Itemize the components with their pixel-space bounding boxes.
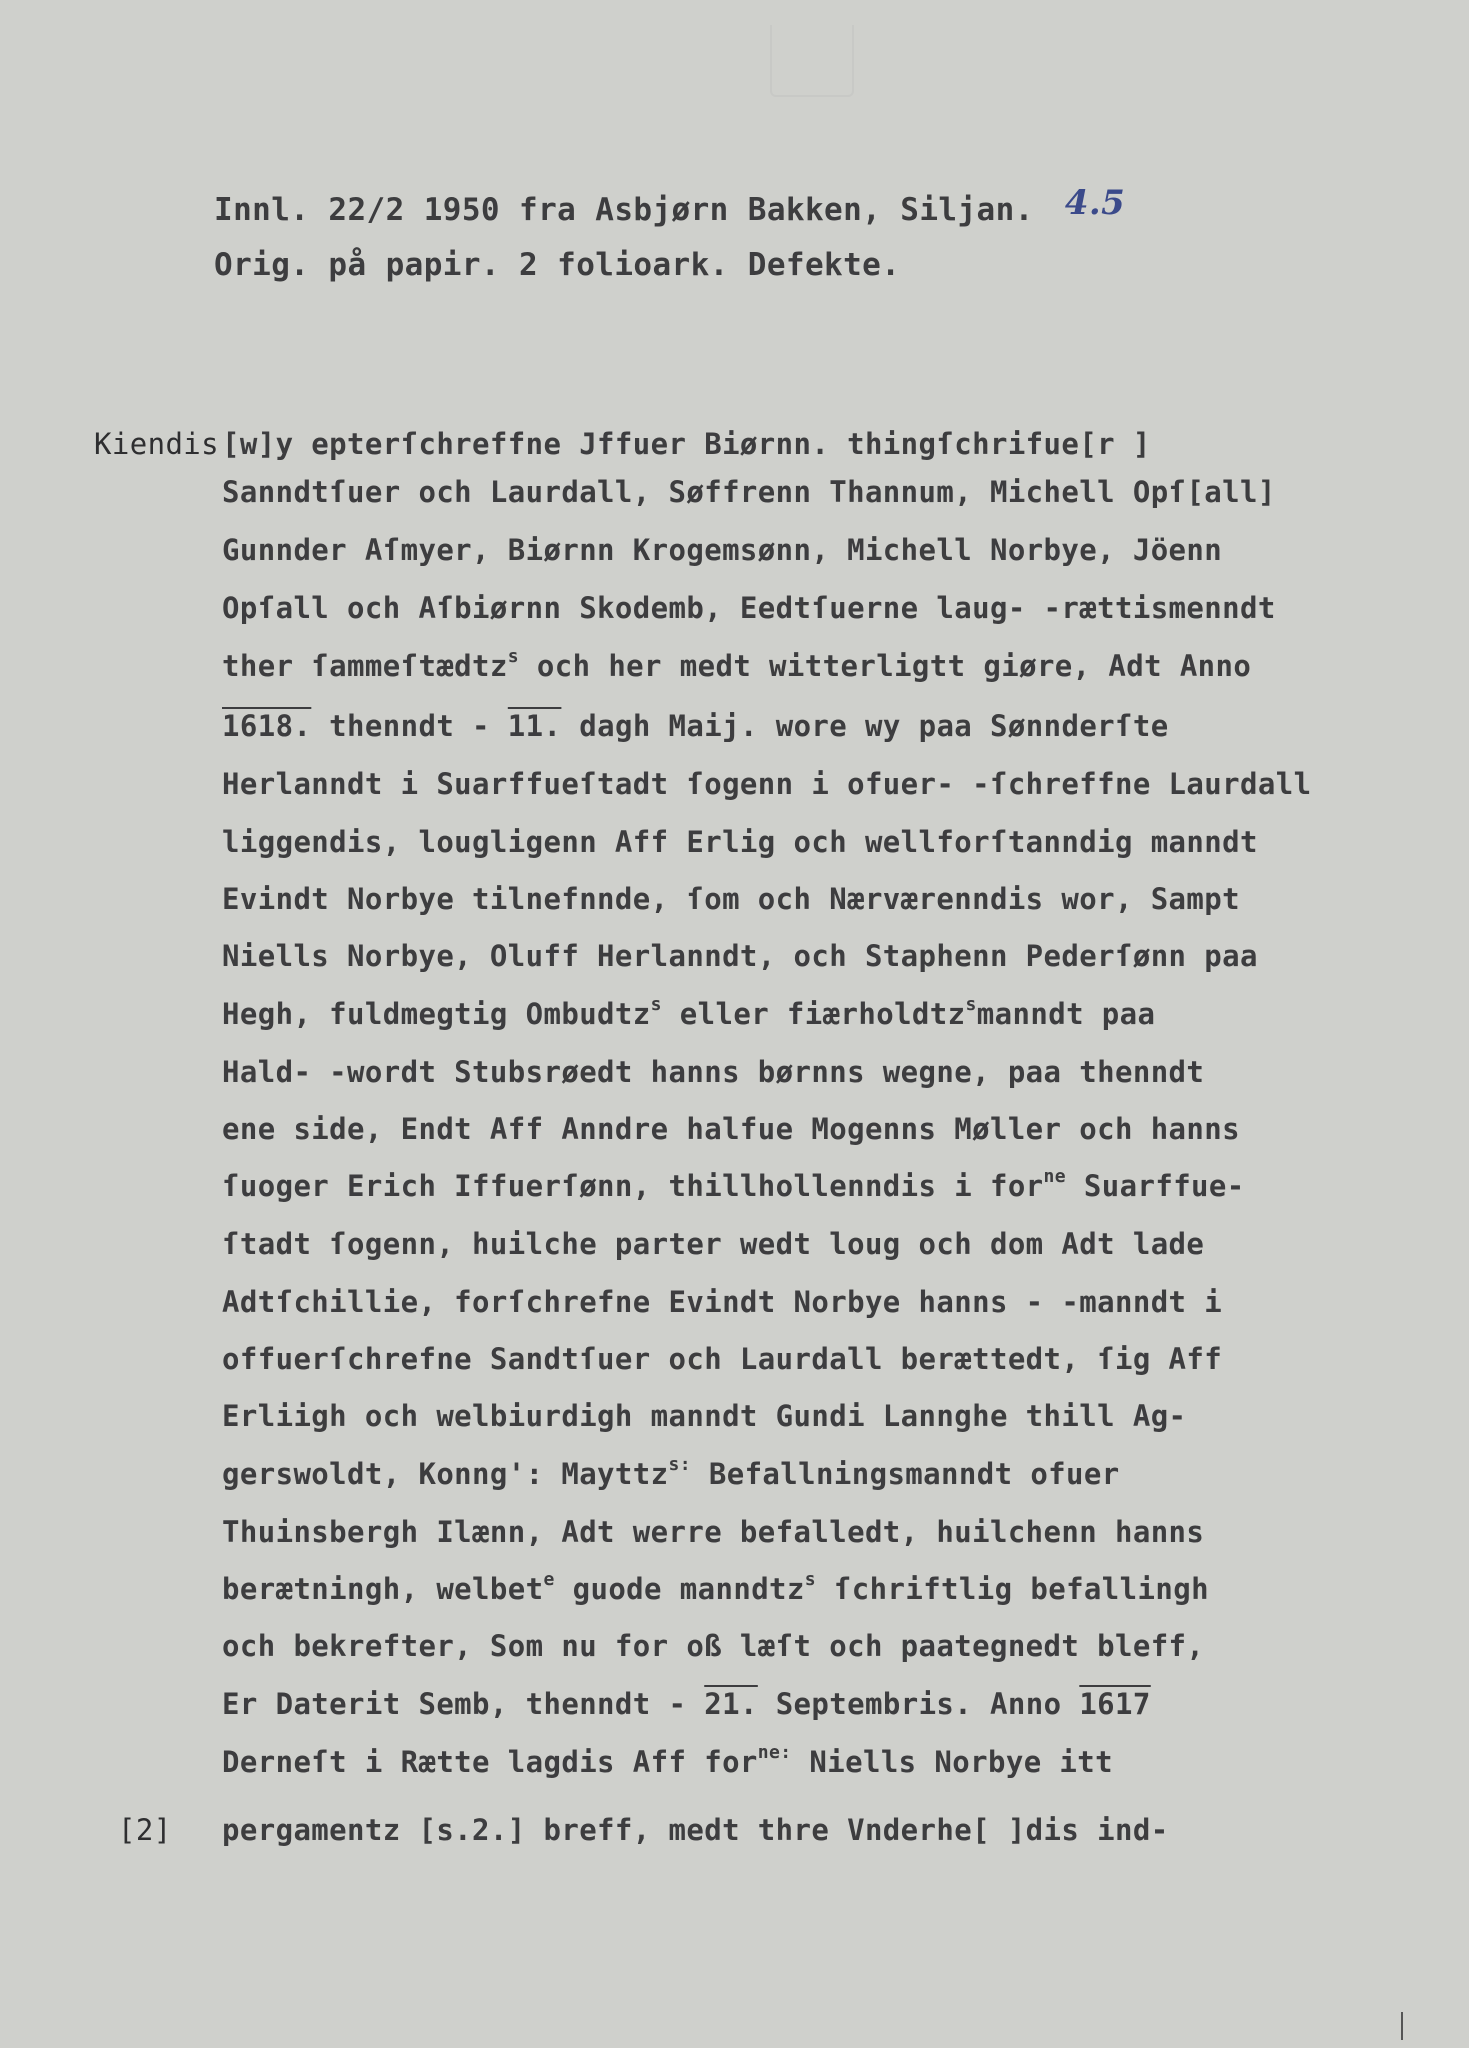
text-line-10: Niells Norbye, Oluff Herlanndt, och Staphenn Pederſønn paa — [222, 939, 1258, 973]
text-line-15: ſtadt ſogenn, huilche parter wedt loug och dom Adt lade — [222, 1227, 1205, 1261]
year-1618: 1618. — [222, 709, 312, 743]
edge-mark — [1401, 2012, 1403, 2040]
text-line-22: och bekrefter, Som nu for oß læſt och paategnedt bleff, — [222, 1629, 1205, 1663]
text-line-24: Derneſt i Rætte lagdis Aff for$^{ne:}$ Niells Norbye itt — [222, 1742, 1113, 1779]
text-line-8: liggendis, lougligenn Aff Erlig och wellforſtanndig manndt — [222, 825, 1258, 859]
text-line-12: Hald- -wordt Stubsrøedt hanns børnns wegne, paa thenndt — [222, 1055, 1205, 1089]
header-line-2: Orig. på papir. 2 folioark. Defekte. — [214, 247, 901, 283]
margin-page-ref: [2] — [118, 1813, 172, 1847]
text-line-13: ene side, Endt Aff Anndre halfue Mogenns Møller och hanns — [222, 1112, 1240, 1146]
text-line-19: gerswoldt, Konng': Mayttz$^{s:}$ Befallningsmanndt ofuer — [222, 1454, 1120, 1491]
text-line-23: Er Daterit Semb, thenndt - 21. Septembris. Anno 1617 — [222, 1687, 1151, 1721]
text-line-17: offuerſchrefne Sandtſuer och Laurdall berættedt, ſig Aff — [222, 1342, 1223, 1376]
text-line-16: Adtſchillie, forſchrefne Evindt Norbye hanns - -manndt i — [222, 1285, 1223, 1319]
text-line-2: Sanndtſuer och Laurdall, Søffrenn Thannum, Michell Opſ[all] — [222, 475, 1276, 509]
text-line-5: ther ſammeſtædtz$^s$ och her medt witterligtt giøre, Adt Anno — [222, 646, 1252, 683]
text-line-20: Thuinsbergh Ilænn, Adt werre befalledt, huilchenn hanns — [222, 1515, 1205, 1549]
margin-kiendis: Kiendis — [94, 427, 220, 461]
text-line-9: Evindt Norbye tilnefnnde, ſom och Nærværenndis wor, Sampt — [222, 882, 1240, 916]
text-line-3: Gunnder Aſmyer, Biørnn Krogemsønn, Michell Norbye, Jöenn — [222, 533, 1223, 567]
header-line-1: Innl. 22/2 1950 fra Asbjørn Bakken, Siljan. 4.5 — [214, 183, 1126, 228]
text-line-18: Erliigh och welbiurdigh manndt Gundi Lannghe thill Ag- — [222, 1399, 1187, 1433]
text-line-1: [w]y epterſchreffne Jffuer Biørnn. thingſchrifue[r ] — [222, 427, 1151, 461]
text-line-7: Herlanndt i Suarffueſtadt ſogenn i ofuer- -ſchreffne Laurdall — [222, 767, 1312, 801]
text-line-14: ſuoger Erich Iffuerſønn, thillhollenndis i for$^{ne}$ Suarffue- — [222, 1166, 1245, 1203]
text-line-4: Opſall och Aſbiørnn Skodemb, Eedtſuerne laug- -rættismenndt — [222, 591, 1276, 625]
handwritten-annotation: 4.5 — [1064, 183, 1126, 223]
text-line-11: Hegh, fuldmegtig Ombudtz$^s$ eller fiærholdtz$^s$manndt paa — [222, 994, 1156, 1031]
scan-mark — [770, 25, 854, 97]
text-line-6: 1618. thenndt - 11. dagh Maij. wore wy paa Sønnderſte — [222, 709, 1169, 743]
text-line-25: pergamentz [s.2.] breff, medt thre Vnderhe[ ]dis ind- — [222, 1813, 1169, 1847]
text-line-21: berætningh, welbet$^e$ guode manndtz$^s$ ſchriftlig befallingh — [222, 1569, 1209, 1606]
